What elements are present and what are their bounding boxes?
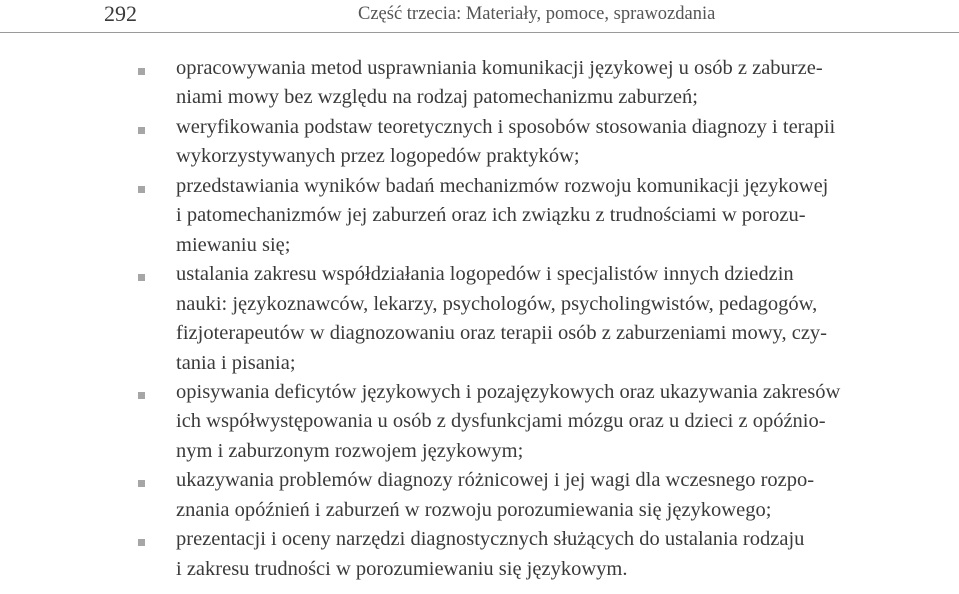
text-line: opisywania deficytów językowych i pozajęzykowych oraz ukazywania zakresów <box>176 380 841 403</box>
square-bullet-icon <box>138 68 145 75</box>
list-item <box>0 466 959 525</box>
text-line: ustalania zakresu współdziałania logopedów i specjalistów innych dziedzin <box>176 263 794 286</box>
square-bullet-icon <box>138 392 145 399</box>
square-bullet-icon <box>138 127 145 134</box>
list-item-text <box>176 525 956 584</box>
text-line: weryfikowania podstaw teoretycznych i sposobów stosowania diagnozy i terapii <box>176 115 836 138</box>
running-header <box>0 0 959 33</box>
list-item <box>0 113 959 172</box>
text-line: fizjoterapeutów w diagnozowaniu oraz terapii osób z zaburzeniami mowy, czy- <box>176 322 827 345</box>
square-bullet-icon <box>138 480 145 487</box>
text-line: opracowywania metod usprawniania komunikacji językowej u osób z zaburze- <box>176 57 823 79</box>
text-line: i patomechanizmów jej zaburzeń oraz ich związku z trudnościami w porozu- <box>176 204 806 227</box>
list-item <box>0 525 959 584</box>
list-item-text <box>176 54 956 113</box>
text-line: prezentacji i oceny narzędzi diagnostycznych służących do ustalania rodzaju <box>176 528 805 551</box>
running-head-title: Część trzecia: Materiały, pomoce, sprawozdania <box>358 4 716 24</box>
text-line: nym i zaburzonym rozwojem językowym; <box>176 439 524 462</box>
text-line: nauki: językoznawców, lekarzy, psychologów, psycholingwistów, pedagogów, <box>176 292 818 315</box>
list-item-text <box>176 260 956 378</box>
square-bullet-icon <box>138 274 145 281</box>
text-line: przedstawiania wyników badań mechanizmów rozwoju komunikacji językowej <box>176 174 829 197</box>
square-bullet-icon <box>138 539 145 546</box>
text-line: znania opóźnień i zaburzeń w rozwoju porozumiewania się językowego; <box>176 498 772 521</box>
text-line: tania i pisania; <box>176 351 296 374</box>
list-item-text <box>176 172 956 260</box>
text-line: niami mowy bez względu na rodzaj patomechanizmu zaburzeń; <box>176 86 698 109</box>
list-item <box>0 378 959 466</box>
text-line: i zakresu trudności w porozumiewaniu się językowym. <box>176 557 628 580</box>
list-item <box>0 172 959 260</box>
list-item-text <box>176 113 956 172</box>
list-item-text <box>176 466 956 525</box>
list-item <box>0 260 959 378</box>
list-item-text <box>176 378 956 466</box>
bullet-list <box>0 54 959 584</box>
text-line: miewaniu się; <box>176 233 291 256</box>
page-number: 292 <box>104 1 137 26</box>
text-line: ukazywania problemów diagnozy różnicowej i jej wagi dla wczesnego rozpo- <box>176 469 815 492</box>
text-line: wykorzystywanych przez logopedów praktyków; <box>176 145 580 168</box>
text-line: ich współwystępowania u osób z dysfunkcjami mózgu oraz u dzieci z opóźnio- <box>176 410 826 433</box>
square-bullet-icon <box>138 186 145 193</box>
list-item <box>0 54 959 113</box>
